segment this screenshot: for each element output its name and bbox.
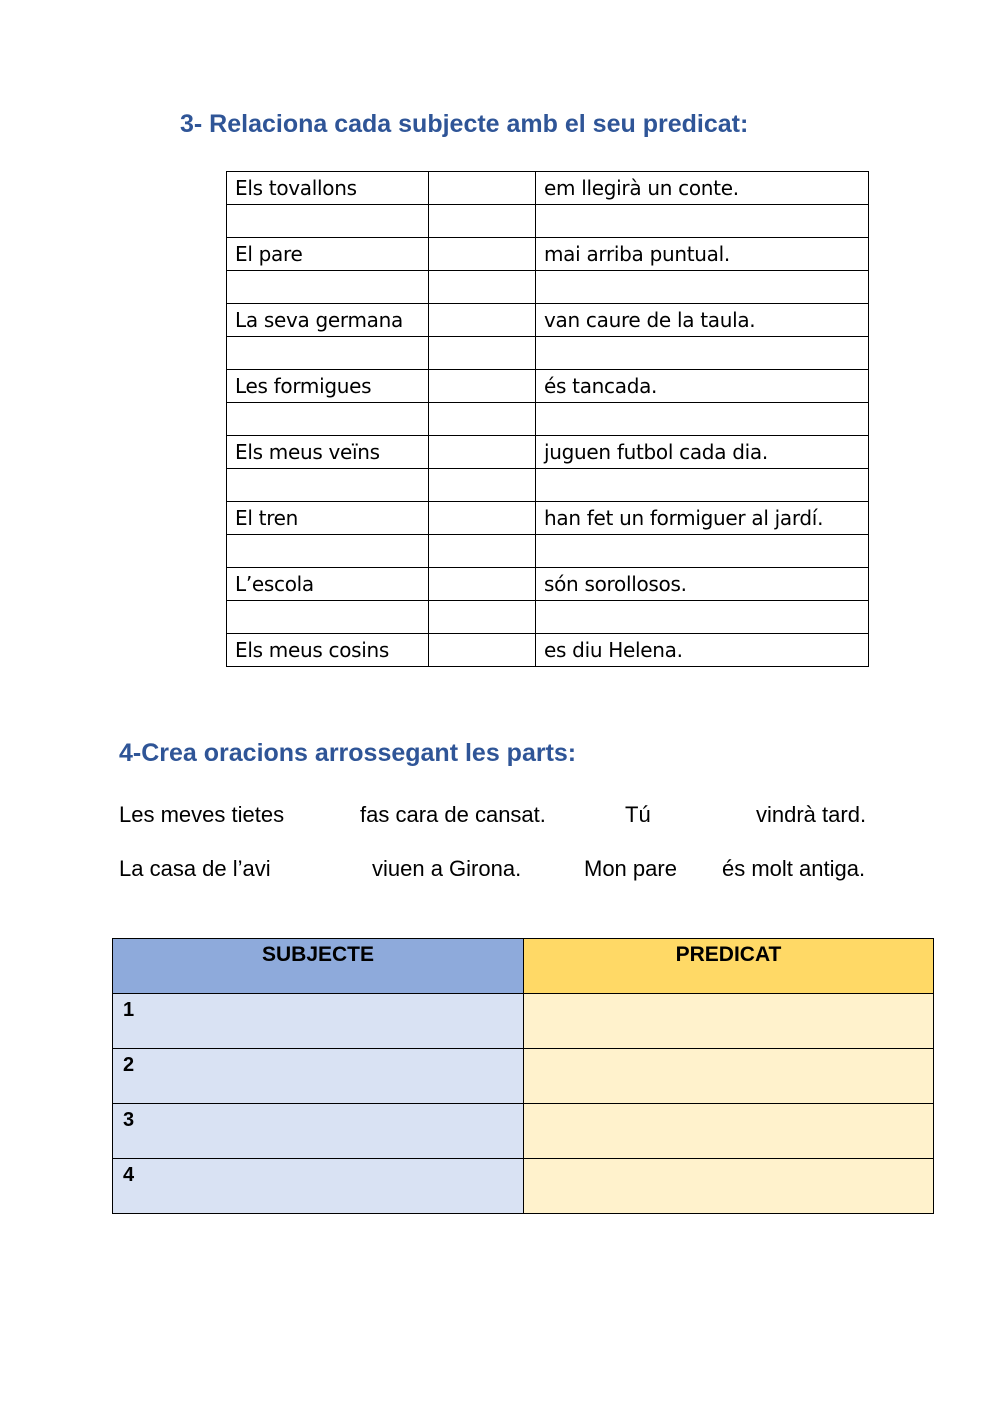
answer-row bbox=[113, 1104, 934, 1159]
spacer-row bbox=[227, 601, 869, 634]
predicate-cell: van caure de la taula. bbox=[536, 304, 869, 337]
subject-drop-zone[interactable]: 2 bbox=[113, 1049, 524, 1104]
subject-cell: Els meus veïns bbox=[227, 436, 429, 469]
spacer-row bbox=[227, 205, 869, 238]
subject-cell: La seva germana bbox=[227, 304, 429, 337]
answer-header-row bbox=[113, 939, 934, 994]
predicate-cell: juguen futbol cada dia. bbox=[536, 436, 869, 469]
match-row bbox=[227, 370, 869, 403]
match-drop-slot[interactable] bbox=[429, 238, 536, 271]
predicate-cell: em llegirà un conte. bbox=[536, 172, 869, 205]
match-drop-slot[interactable] bbox=[429, 568, 536, 601]
draggable-fragment[interactable]: és molt antiga. bbox=[722, 856, 866, 881]
predicate-cell: mai arriba puntual. bbox=[536, 238, 869, 271]
section-3-title: 3- Relaciona cada subjecte amb el seu predicat: bbox=[180, 110, 749, 138]
match-row bbox=[227, 172, 869, 205]
match-drop-slot[interactable] bbox=[429, 304, 536, 337]
predicate-cell: han fet un formiguer al jardí. bbox=[536, 502, 869, 535]
match-row bbox=[227, 304, 869, 337]
subject-drop-zone[interactable]: 1 bbox=[113, 994, 524, 1049]
subject-drop-zone[interactable]: 4 bbox=[113, 1159, 524, 1214]
draggable-fragment[interactable]: vindrà tard. bbox=[756, 802, 867, 827]
subject-cell: Els meus cosins bbox=[227, 634, 429, 667]
subject-cell: El tren bbox=[227, 502, 429, 535]
match-row bbox=[227, 502, 869, 535]
subject-cell: Les formigues bbox=[227, 370, 429, 403]
predicate-drop-zone[interactable] bbox=[524, 994, 934, 1049]
spacer-row bbox=[227, 469, 869, 502]
predicate-drop-zone[interactable] bbox=[524, 1104, 934, 1159]
matching-table bbox=[226, 171, 869, 667]
spacer-row bbox=[227, 337, 869, 370]
answer-row bbox=[113, 1159, 934, 1214]
spacer-row bbox=[227, 403, 869, 436]
match-row bbox=[227, 634, 869, 667]
spacer-row bbox=[227, 271, 869, 304]
match-row bbox=[227, 436, 869, 469]
match-row bbox=[227, 568, 869, 601]
match-drop-slot[interactable] bbox=[429, 634, 536, 667]
draggable-fragment[interactable]: Les meves tietes bbox=[119, 802, 285, 827]
match-drop-slot[interactable] bbox=[429, 502, 536, 535]
match-drop-slot[interactable] bbox=[429, 172, 536, 205]
subject-drop-zone[interactable]: 3 bbox=[113, 1104, 524, 1159]
answer-table bbox=[112, 938, 934, 1214]
draggable-fragment[interactable]: La casa de l’avi bbox=[119, 856, 271, 881]
draggable-fragment[interactable]: fas cara de cansat. bbox=[360, 802, 546, 827]
predicate-cell: es diu Helena. bbox=[536, 634, 869, 667]
answer-row bbox=[113, 1049, 934, 1104]
predicate-cell: és tancada. bbox=[536, 370, 869, 403]
match-row bbox=[227, 238, 869, 271]
predicate-header: PREDICAT bbox=[524, 939, 934, 994]
subject-cell: El pare bbox=[227, 238, 429, 271]
subject-cell: L’escola bbox=[227, 568, 429, 601]
predicate-cell: són sorollosos. bbox=[536, 568, 869, 601]
draggable-fragment[interactable]: viuen a Girona. bbox=[372, 856, 522, 881]
match-drop-slot[interactable] bbox=[429, 370, 536, 403]
spacer-row bbox=[227, 535, 869, 568]
subject-cell: Els tovallons bbox=[227, 172, 429, 205]
section-4-title: 4-Crea oracions arrossegant les parts: bbox=[119, 739, 577, 767]
predicate-drop-zone[interactable] bbox=[524, 1049, 934, 1104]
answer-row bbox=[113, 994, 934, 1049]
draggable-fragment[interactable]: Mon pare bbox=[584, 856, 677, 881]
draggable-fragment[interactable]: Tú bbox=[625, 802, 651, 827]
subject-header: SUBJECTE bbox=[113, 939, 524, 994]
predicate-drop-zone[interactable] bbox=[524, 1159, 934, 1214]
match-drop-slot[interactable] bbox=[429, 436, 536, 469]
